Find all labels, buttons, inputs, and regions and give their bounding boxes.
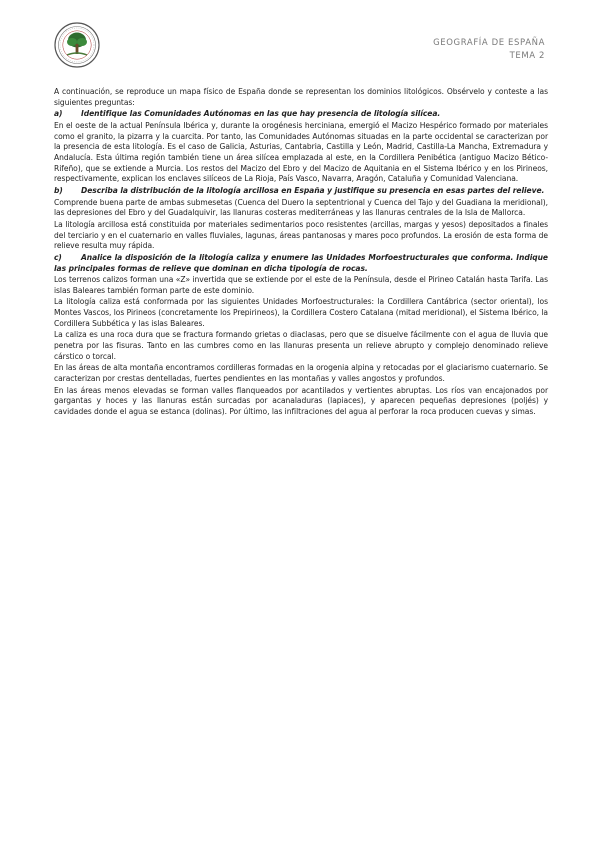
question-c-text: Analice la disposición de la litología caliza y enumere las Unidades Morfoestructurales que conforma. Indique las principales formas de relieve que dominan en dicha tipología de rocas. (54, 252, 548, 273)
document-header (433, 37, 545, 63)
question-c (54, 253, 548, 274)
unit-label: TEMA 2 (509, 51, 545, 61)
question-c-number: c) (54, 252, 62, 262)
subject-title: GEOGRAFÍA DE ESPAÑA (433, 38, 545, 48)
question-a (54, 109, 548, 120)
question-a-text: Identifique las Comunidades Autónomas en las que hay presencia de litología silícea. (81, 109, 441, 119)
question-b-number: b) (54, 185, 63, 195)
answer-c-paragraph-3: La caliza es una roca dura que se fractura formando grietas o diaclasas, pero que se disuelve fácilmente con el agua de lluvia que penetra por las fisuras. Tanto en las cumbres como en las llanuras presenta un relieve abrupto y complejo denominado relieve cárstico o torcal. (54, 330, 548, 361)
question-b (54, 186, 548, 197)
school-seal-logo (54, 22, 100, 68)
document-body (54, 87, 548, 419)
answer-b-paragraph-1: Comprende buena parte de ambas submesetas (Cuenca del Duero la septentrional y Cuenca del Tajo y del Guadiana la meridional), las depresiones del Ebro y del Guadalquivir, las llanuras costeras mediterráneas y las llanuras centrales de la Isla de Mallorca. (54, 197, 548, 218)
answer-c-paragraph-5: En las áreas menos elevadas se forman valles flanqueados por acantilados y vertientes abruptas. Los ríos van encajonados por gargantas y hoces y las llanuras están surcadas por acanaladuras (lapiaces), y aparecen pequeñas depresiones (poljés) y cavidades donde el agua se estanca (dolinas). Por último, las infiltraciones del agua al perforar la roca producen cuevas y simas. (54, 385, 548, 417)
answer-c-paragraph-1: Los terrenos calizos forman una «Z» invertida que se extiende por el este de la Península, desde el Pirineo Catalán hasta Tarifa. Las islas Baleares también forman parte de este dominio. (54, 275, 548, 295)
question-b-text: Describa la distribución de la litología arcillosa en España y justifique su presencia en esas partes del relieve. (81, 185, 545, 195)
answer-c-paragraph-4: En las áreas de alta montaña encontramos cordilleras formadas en la orogenia alpina y retocadas por el glaciarismo cuaternario. Se caracterizan por crestas dentelladas, fuertes pendientes en las montañas y valles angostos y profundos. (54, 363, 548, 384)
answer-c-paragraph-2: La litología caliza está conformada por las siguientes Unidades Morfoestructurales: la Cordillera Cantábrica (sector oriental), los Montes Vascos, los Pirineos (concretamente los Prepirineos), la Cordillera Costero Catalana (mitad meridional), el Sistema Ibérico, la Cordillera Subbética y las islas Baleares. (54, 297, 548, 328)
answer-b-paragraph-2: La litología arcillosa está constituida por materiales sedimentarios poco resistentes (arcillas, margas y yesos) depositados a finales del terciario y en el cuaternario en valles fluviales, lagunas, áreas pantanosas y mares poco profundos. La erosión de esta forma de relieve resulta muy rápida. (54, 219, 548, 251)
answer-a-paragraph: En el oeste de la actual Península Ibérica y, durante la orogénesis herciniana, emergió el Macizo Hespérico formado por materiales como el granito, la pizarra y la cuarcita. Por tanto, las Comunidades Autónomas situadas en la parte occidental se caracterizan por la presencia de esta litología. Es el caso de Galicia, Asturias, Cantabria, Castilla y León, Madrid, Castilla-La Mancha, Extremadura y Andalucía. Esta última región también tiene un área silícea emplazada al este, en la Cordillera Penibética (antiguo Macizo Bético- Rifeño), que se extiende a Murcia. Los restos del Macizo del Ebro y del Macizo de Aquitania en el Sistema Ibérico y en los Pirineos, respectivamente, explican los enclaves silíceos de La Rioja, País Vasco, Navarra, Aragón, Cataluña y Comunidad Valenciana. (54, 120, 548, 184)
intro-paragraph: A continuación, se reproduce un mapa físico de España donde se representan los dominios litológicos. Obsérvelo y conteste a las siguientes preguntas: (54, 87, 548, 107)
question-a-number: a) (54, 109, 63, 119)
